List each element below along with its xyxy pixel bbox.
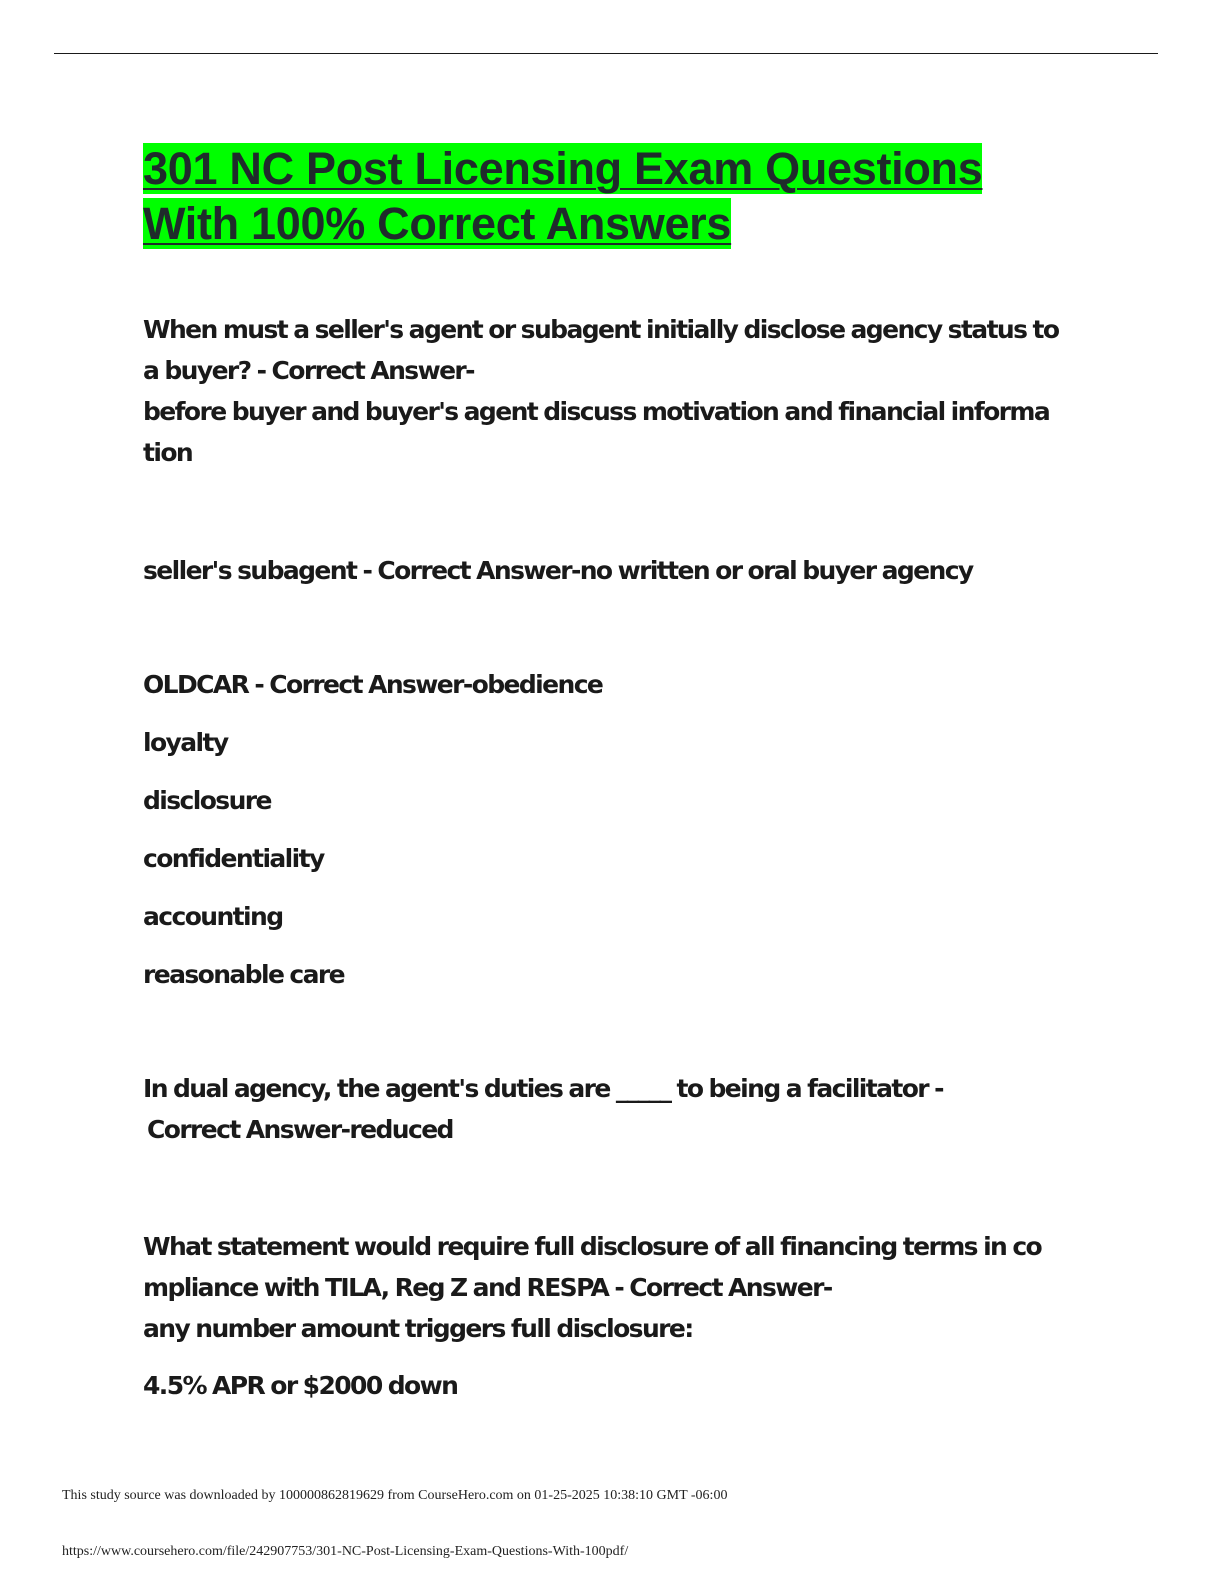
top-divider [54, 53, 1158, 54]
entry-line: OLDCAR - Correct Answer-obedience [143, 670, 603, 699]
download-notice: This study source was downloaded by 100000862819629 from CourseHero.com on 01-25-2025 10:38:10 GMT -06:00 [62, 1488, 728, 1503]
entry-line: In dual agency, the agent's duties are _____ to being a facilitator - [143, 1074, 943, 1103]
qa-entry-financing-disclosure [143, 1226, 1041, 1349]
list-item: confidentiality [143, 844, 324, 873]
list-item: reasonable care [143, 960, 344, 989]
document-title [143, 141, 982, 251]
entry-line: a buyer? - Correct Answer- [143, 356, 474, 385]
entry-line: mpliance with TILA, Reg Z and RESPA - Correct Answer- [143, 1273, 832, 1302]
entry-line: tion [143, 438, 193, 467]
source-url: https://www.coursehero.com/file/242907753/301-NC-Post-Licensing-Exam-Questions-With-100pdf/ [62, 1544, 629, 1559]
entry-line: What statement would require full disclosure of all financing terms in co [143, 1232, 1042, 1261]
list-item: loyalty [143, 728, 228, 757]
entry-line: any number amount triggers full disclosure: [143, 1314, 693, 1343]
entry-line: When must a seller's agent or subagent initially disclose agency status to [143, 315, 1059, 344]
list-item: accounting [143, 902, 283, 931]
qa-entry-oldcar [143, 656, 602, 1004]
entry-line: before buyer and buyer's agent discuss motivation and financial informa [143, 397, 1050, 426]
entry-line: Correct Answer-reduced [147, 1115, 453, 1144]
list-item: disclosure [143, 786, 271, 815]
qa-entry-sellers-subagent [143, 550, 973, 591]
entry-line: 4.5% APR or $2000 down [143, 1371, 458, 1400]
qa-entry-financing-example [143, 1365, 457, 1406]
title-line-2: With 100% Correct Answers [143, 198, 732, 249]
title-line-1: 301 NC Post Licensing Exam Questions [143, 143, 983, 194]
entry-line: seller's subagent - Correct Answer-no written or oral buyer agency [143, 556, 973, 585]
qa-entry-dual-agency [143, 1068, 943, 1150]
qa-entry-agency-disclosure [143, 309, 1058, 473]
